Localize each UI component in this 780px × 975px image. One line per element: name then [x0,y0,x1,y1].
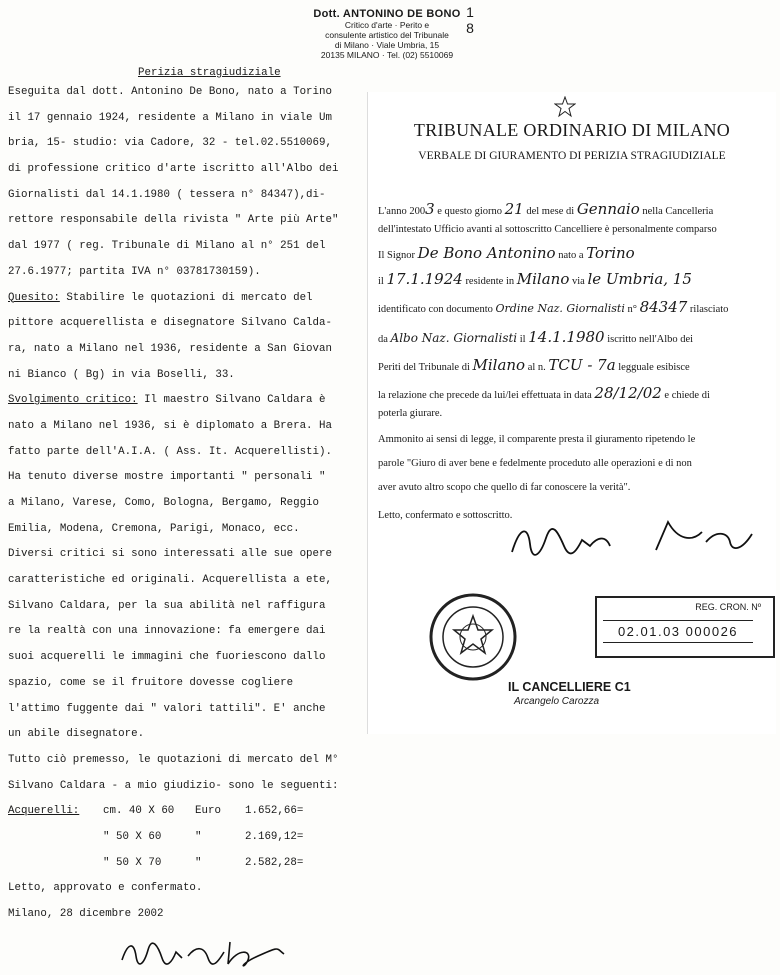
stamp-number: 02.01.03 000026 [603,620,753,643]
form-text: via [569,276,588,287]
form-text: da [378,334,391,345]
text-line: pittore acquerellista e disegnatore Silvano Calda- [8,317,332,330]
form-text: legguale esibisce [615,362,690,373]
page-number: 1 8 [466,4,474,36]
handwritten-street: le Umbria, 15 [587,270,692,288]
form-text: Il Signor [378,250,418,261]
handwritten-month: Gennaio [576,200,640,218]
form-text: n° [624,304,640,315]
text-line: dal 1977 ( reg. Tribunale di Milano al n° 251 del [8,240,326,253]
form-text: residente in [462,276,517,287]
price-currency: " [195,830,202,843]
form-text: iscritto nell'Albo dei [604,334,694,345]
form-text: nella Cancelleria [639,206,714,217]
stamp-label: REG. CRON. Nº [695,602,761,612]
price-size: " 50 X 60 [103,830,162,843]
letterhead-line: 20135 MILANO · Tel. (02) 5510069 [320,50,454,60]
verbale-subtitle: VERBALE DI GIURAMENTO DI PERIZIA STRAGIUDIZIALE [418,150,726,162]
letterhead-line: Critico d'arte · Perito e [344,20,430,30]
letterhead-line: di Milano · Viale Umbria, 15 [334,40,440,50]
form-row [378,200,774,218]
acquerelli-label: Acquerelli: [8,805,80,818]
form-row [378,384,774,402]
closing-line: Letto, approvato e confermato. [8,882,203,895]
form-text: nato a [555,250,587,261]
handwritten-register-number: TCU - 7a [548,356,616,374]
handwritten-city: Milano [516,270,570,288]
oath-text: aver avuto altro scopo che quello di far conoscere la verità". [378,482,631,493]
verbale-form [367,92,776,734]
signature-image [118,938,288,970]
handwritten-issue-date: 14.1.1980 [528,328,605,346]
handwritten-year: 3 [425,200,435,218]
quesito-text: Stabilire le quotazioni di mercato del [59,291,313,304]
price-row [8,799,368,825]
text-line: bria, 15- studio: via Cadore, 32 - tel.02.5510069, [8,137,332,150]
text-line: Giornalisti dal 14.1.1980 ( tessera n° 84347),di- [8,188,326,201]
text-line: nato a Milano nel 1936, si è diplomato a Brera. Ha [8,419,332,432]
form-text: la relazione che precede da lui/lei effettuata in data [378,390,595,401]
form-text: identificato con documento [378,304,496,315]
form-row [378,270,774,288]
form-text: e questo giorno [434,206,505,217]
form-text: al n. [525,362,549,373]
form-text: del mese di [523,206,577,217]
handwritten-name: De Bono Antonino [417,244,556,262]
handwritten-tribunal: Milano [472,356,526,374]
text-line: Eseguita dal dott. Antonino De Bono, nato a Torino [8,86,332,98]
text-line: a Milano, Varese, Como, Bologna, Bergamo, Reggio [8,497,320,509]
text-line: di professione critico d'arte iscritto all'Albo dei [8,163,339,176]
handwritten-issuer: Albo Naz. Giornalisti [390,331,518,345]
perizia-heading: Perizia stragiudiziale [138,67,281,79]
price-currency: " [195,856,202,869]
form-row: dell'intestato Ufficio avanti al sottoscritto Cancelliere è personalmente comparso [378,224,717,235]
text-line: Diversi critici si sono interessati alle sue opere [8,548,332,561]
text-line: re la realtà con una innovazione: fa emergere dai [8,625,326,638]
closing-text: Letto, confermato e sottoscritto. [378,510,513,521]
form-row [378,244,774,262]
form-row: poterla giurare. [378,408,443,419]
svolgimento-label: Svolgimento critico: [8,394,138,407]
form-text: Periti del Tribunale di [378,362,473,373]
handwritten-document: Ordine Naz. Giornalisti [495,302,625,315]
text-line: l'attimo fuggente dai " valori tattili". E' anche [8,702,326,715]
oath-text: parole "Giuro di aver bene e fedelmente proceduto alle operazioni e di non [378,458,692,469]
text-line: fatto parte dell'A.I.A. ( Ass. It. Acquerellisti). [8,445,332,458]
register-stamp [595,596,775,658]
price-currency: Euro [195,805,221,818]
form-row [378,328,774,346]
text-line: ni Bianco ( Bg) in via Boselli, 33. [8,368,235,381]
handwritten-birthplace: Torino [586,244,635,262]
text-line: spazio, come se il fruitore dovesse cogliere [8,676,294,689]
letterhead-line: consulente artistico del Tribunale [325,30,449,40]
quesito-line [8,286,368,312]
form-row [378,356,774,374]
price-value: 2.169,12= [245,830,304,843]
text-line: caratteristiche ed originali. Acquerellista a ete, [8,574,332,587]
form-text: il [517,334,529,345]
handwritten-birthdate: 17.1.1924 [386,270,463,288]
text-line: suoi acquerelli le immagini che fuoriescono dallo [8,651,326,664]
republic-emblem-icon [554,96,576,118]
price-size: cm. 40 X 60 [103,805,175,818]
text-line: Emilia, Modena, Cremona, Parigi, Monaco, ecc. [8,522,300,535]
letterhead-name: Dott. ANTONINO DE BONO [313,8,461,20]
handwritten-doc-number: 84347 [639,298,688,316]
clerk-name: Arcangelo Carozza [514,696,600,707]
form-text: L'anno 200 [378,206,426,217]
svolgimento-text: Il maestro Silvano Caldara è [137,394,326,407]
price-row [8,851,368,877]
form-row [378,298,774,316]
text-line: 27.6.1977; partita IVA n° 03781730159). [8,265,261,278]
perizia-heading-line [8,66,368,80]
handwritten-day: 21 [504,200,524,218]
perizia-text [8,66,368,928]
text-line: il 17 gennaio 1924, residente a Milano in viale Um [8,111,332,124]
price-size: " 50 X 70 [103,856,162,869]
tribunal-seal-icon [428,592,518,682]
text-line: Tutto ciò premesso, le quotazioni di mercato del M° [8,753,339,766]
quesito-label: Quesito: [8,291,60,304]
text-line: un abile disegnatore. [8,728,145,741]
price-value: 1.652,66= [245,805,304,818]
court-title: TRIBUNALE ORDINARIO DI MILANO [413,120,731,140]
text-line: Silvano Caldara - a mio giudizio- sono le seguenti: [8,779,339,792]
price-value: 2.582,28= [245,856,304,869]
form-text: il [378,276,387,287]
svolgimento-line [8,388,368,414]
text-line: ra, nato a Milano nel 1936, residente a San Giovan [8,342,332,355]
signature-image [506,512,766,562]
handwritten-report-date: 28/12/02 [594,384,662,402]
form-text: e chiede di [661,390,710,401]
text-line: rettore responsabile della rivista " Arte più Arte" [8,214,339,227]
oath-text: Ammonito ai sensi di legge, il comparente presta il giuramento ripetendo le [378,434,696,445]
text-line: Ha tenuto diverse mostre importanti " personali " [8,471,326,484]
text-line: Silvano Caldara, per la sua abilità nel raffigura [8,599,326,612]
date-line: Milano, 28 dicembre 2002 [8,908,164,920]
price-row [8,825,368,851]
form-text: rilasciato [687,304,729,315]
letterhead [292,8,482,60]
clerk-title: IL CANCELLIERE C1 [508,680,631,694]
